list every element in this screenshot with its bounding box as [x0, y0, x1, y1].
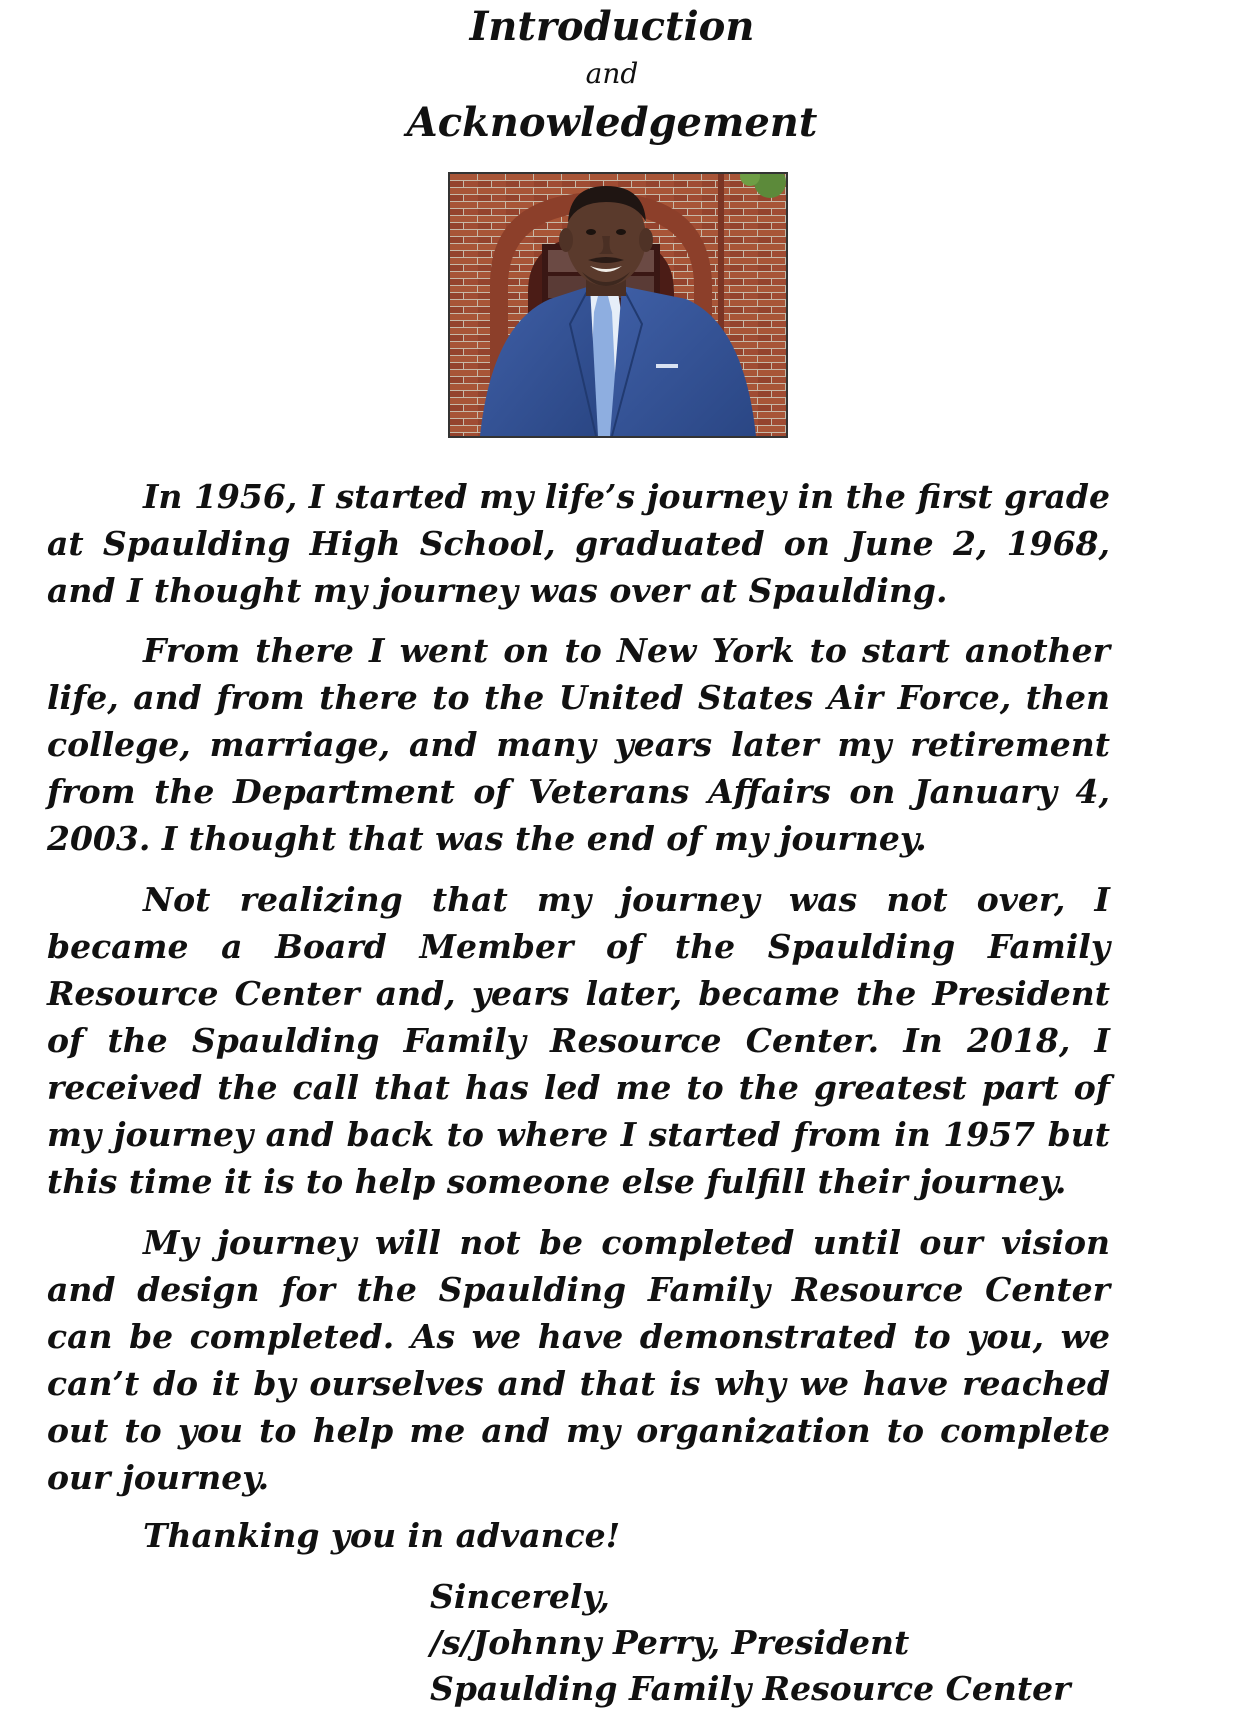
paragraph-1-text: In 1956, I started my life’s journey in the first grade at Spaulding High School, graduated on June 2, 1968, and I thought my journey was over at Spaulding.: [47, 477, 1110, 610]
signature-closing: Sincerely,: [430, 1577, 610, 1616]
paragraph-5: [47, 1512, 1110, 1559]
paragraph-4: [47, 1219, 1110, 1501]
title-introduction: Introduction: [469, 3, 755, 50]
signature-name: /s/Johnny Perry, President: [430, 1623, 910, 1662]
paragraph-3: [47, 876, 1110, 1205]
paragraph-2-text: From there I went on to New York to start another life, and from there to the United States Air Force, then college, marriage, and many years later my retirement from the Department of Veterans Affairs on January 4, 2003. I thought that was the end of my journey.: [47, 631, 1110, 858]
closing-thanks: Thanking you in advance!: [143, 1516, 621, 1555]
paragraph-1: [47, 473, 1110, 614]
title-acknowledgement: Acknowledgement: [406, 99, 818, 146]
paragraph-4-text: My journey will not be completed until our vision and design for the Spaulding Family Resource Center can be completed. As we have demonstrated to you, we can’t do it by ourselves and that is why we have reached out to you to help me and my organization to complete our journey.: [47, 1223, 1110, 1497]
signature-organization: Spaulding Family Resource Center: [430, 1669, 1071, 1708]
paragraph-2: [47, 627, 1110, 862]
paragraph-3-text: Not realizing that my journey was not over, I became a Board Member of the Spaulding Family Resource Center and, years later, became the President of the Spaulding Family Resource Center. In 2018, I received the call that has led me to the greatest part of my journey and back to where I started from in 1957 but this time it is to help someone else fulfill their journey.: [47, 880, 1110, 1201]
title-and: and: [585, 57, 639, 90]
portrait-photo: [448, 172, 788, 438]
signature-block: [430, 1574, 1071, 1712]
